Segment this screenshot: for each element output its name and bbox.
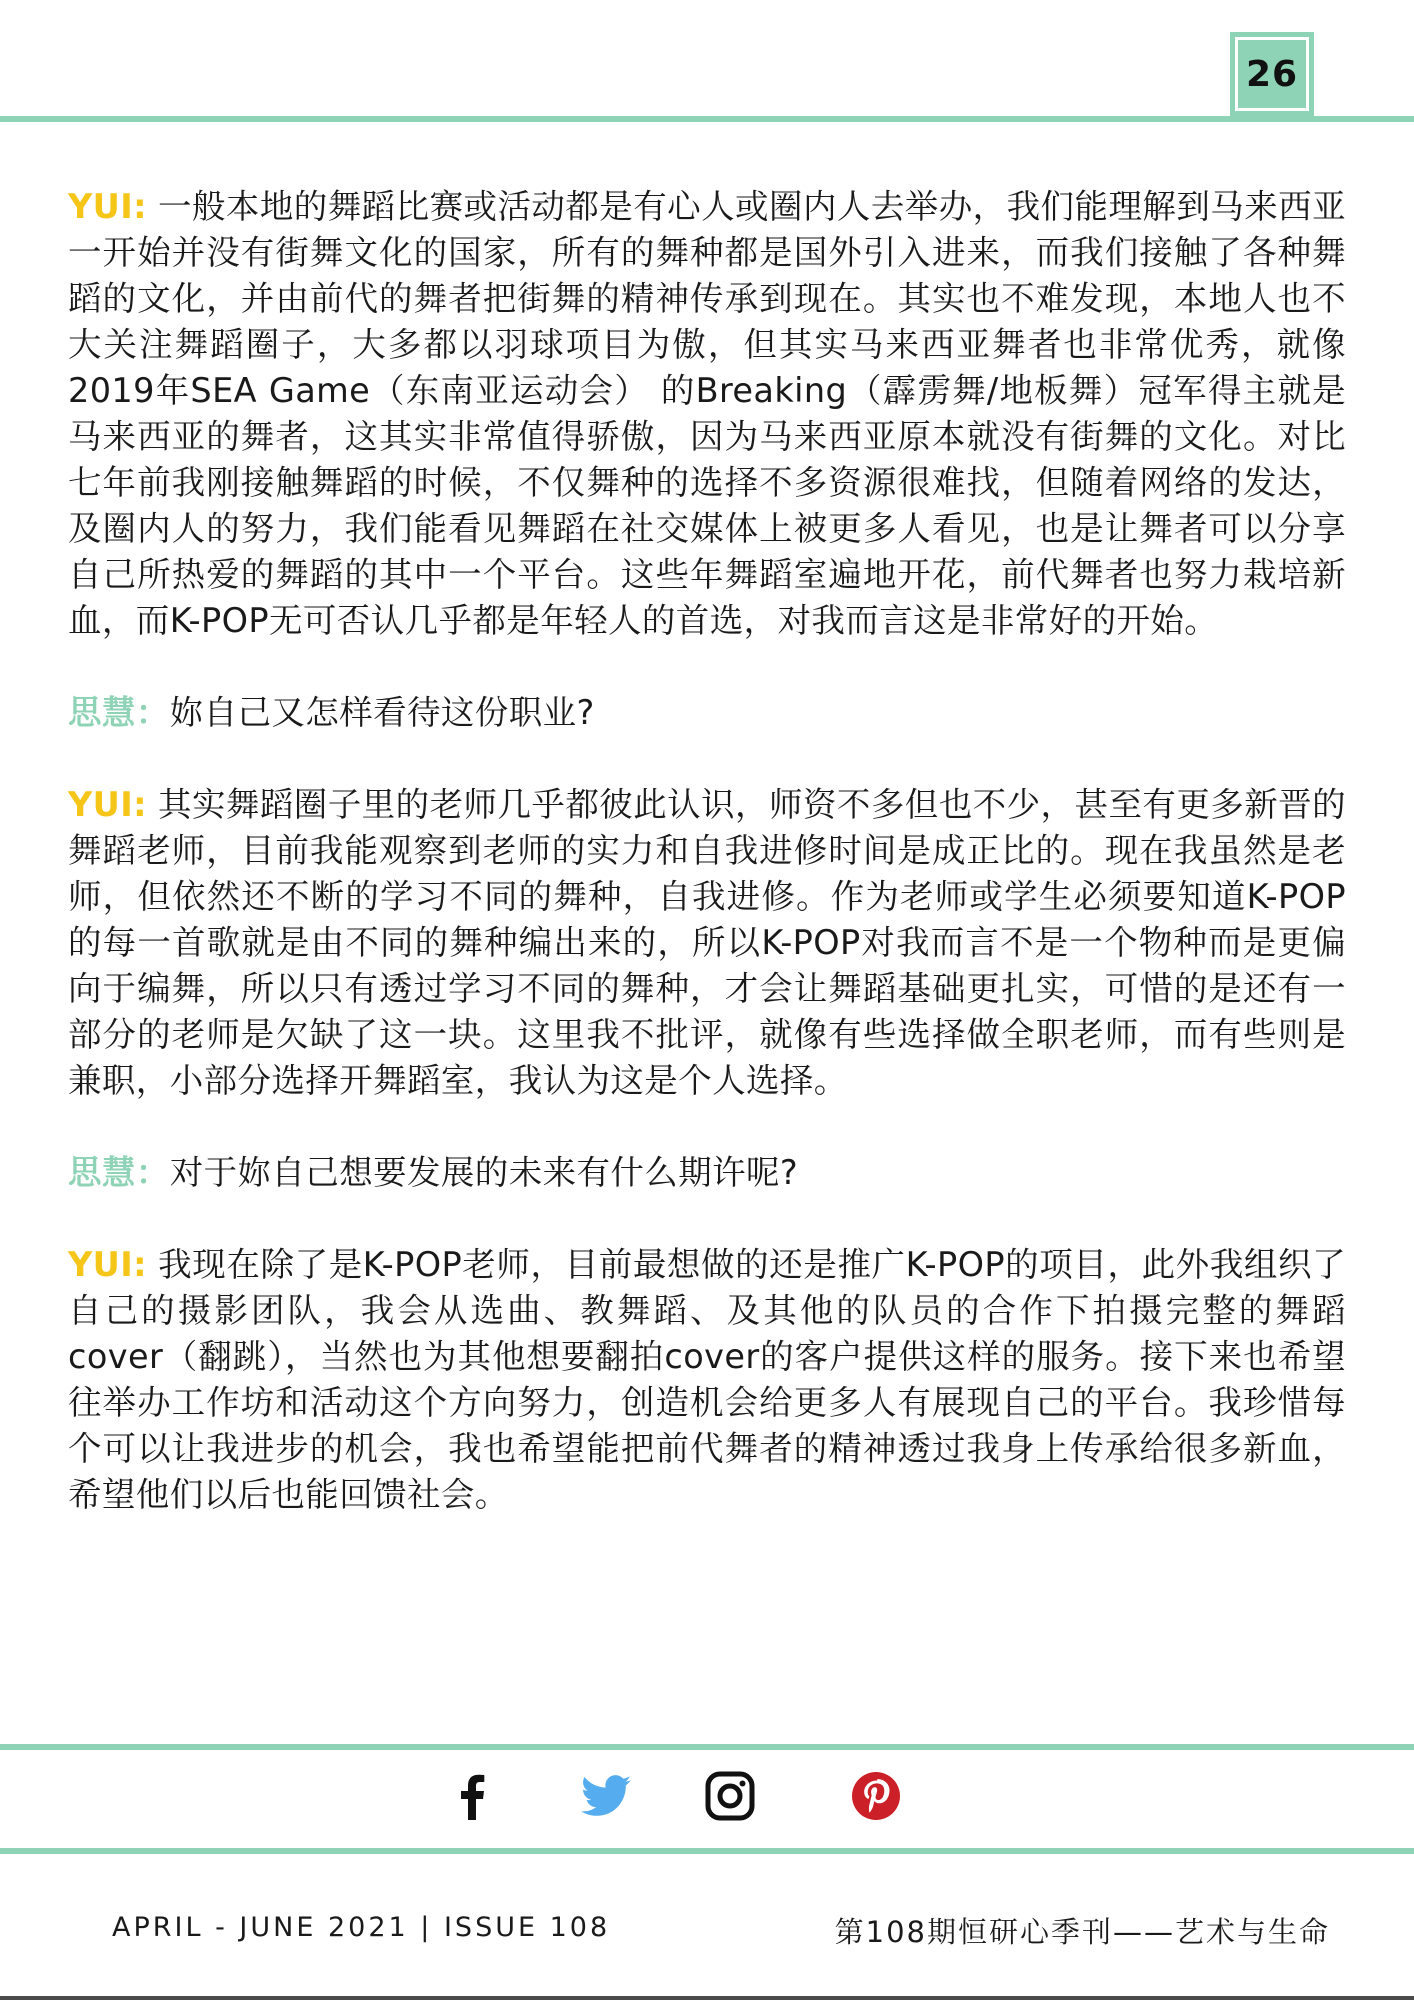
- page-bottom-border: [0, 1996, 1414, 2000]
- paragraph-text: 其实舞蹈圈子里的老师几乎都彼此认识，师资不多但也不少，甚至有更多新晋的舞蹈老师，目前我能观察到老师的实力和自我进修时间是成正比的。现在我虽然是老师，但依然还不断的学习不同的舞种，自我进修。作为老师或学生必须要知道K-POP的每一首歌就是由不同的舞种编出来的，所以K-POP对我而言不是一个物种而是更偏向于编舞，所以只有透过学习不同的舞种，才会让舞蹈基础更扎实，可惜的是还有一部分的老师是欠缺了这一块。这里我不批评，就像有些选择做全职老师，而有些则是兼职，小部分选择开舞蹈室，我认为这是个人选择。: [68, 785, 1346, 1100]
- header-rule: [0, 116, 1414, 122]
- paragraph-text: 妳自己又怎样看待这份职业?: [169, 693, 595, 732]
- page-number-badge: [1230, 32, 1314, 116]
- social-bar-bottom-rule: [0, 1848, 1414, 1854]
- social-bar-top-rule: [0, 1744, 1414, 1750]
- speaker-label: YUI:: [68, 785, 147, 824]
- paragraph-text: 我现在除了是K-POP老师，目前最想做的还是推广K-POP的项目，此外我组织了自己的摄影团队，我会从选曲、教舞蹈、及其他的队员的合作下拍摄完整的舞蹈cover（翻跳），当然也为其他想要翻拍cover的客户提供这样的服务。接下来也希望往举办工作坊和活动这个方向努力，创造机会给更多人有展现自己的平台。我珍惜每个可以让我进步的机会，我也希望能把前代舞者的精神透过我身上传承给很多新血，希望他们以后也能回馈社会。: [68, 1245, 1346, 1514]
- pinterest-icon[interactable]: [848, 1768, 904, 1824]
- twitter-icon[interactable]: [578, 1768, 634, 1824]
- interview-article: [68, 184, 1346, 1518]
- facebook-icon[interactable]: [444, 1768, 500, 1824]
- page-number: 26: [1235, 37, 1309, 111]
- paragraph-yui-3: [68, 1242, 1346, 1518]
- speaker-label: YUI:: [68, 1245, 147, 1284]
- speaker-label: YUI:: [68, 187, 147, 226]
- speaker-label: 思慧：: [68, 1153, 170, 1192]
- paragraph-yui-2: [68, 782, 1346, 1104]
- paragraph-text: 对于妳自己想要发展的未来有什么期许呢?: [169, 1153, 799, 1192]
- paragraph-question-2: [68, 1150, 1346, 1196]
- footer-publication-title: 第108期恒研心季刊——艺术与生命: [834, 1915, 1330, 1949]
- paragraph-text: 一般本地的舞蹈比赛或活动都是有心人或圈内人去举办，我们能理解到马来西亚一开始并没有街舞文化的国家，所有的舞种都是国外引入进来，而我们接触了各种舞蹈的文化，并由前代的舞者把街舞的精神传承到现在。其实也不难发现，本地人也不大关注舞蹈圈子，大多都以羽球项目为傲，但其实马来西亚舞者也非常优秀，就像2019年SEA Game（东南亚运动会） 的Breaking（霹雳舞/地板舞）冠军得主就是马来西亚的舞者，这其实非常值得骄傲，因为马来西亚原本就没有街舞的文化。对比七年前我刚接触舞蹈的时候，不仅舞种的选择不多资源很难找，但随着网络的发达，及圈内人的努力，我们能看见舞蹈在社交媒体上被更多人看见，也是让舞者可以分享自己所热爱的舞蹈的其中一个平台。这些年舞蹈室遍地开花，前代舞者也努力栽培新血，而K-POP无可否认几乎都是年轻人的首选，对我而言这是非常好的开始。: [68, 187, 1346, 640]
- speaker-label: 思慧：: [68, 693, 170, 732]
- paragraph-question-1: [68, 690, 1346, 736]
- paragraph-yui-1: [68, 184, 1346, 644]
- instagram-icon[interactable]: [702, 1768, 758, 1824]
- footer-issue-date: APRIL - JUNE 2021 | ISSUE 108: [112, 1912, 611, 1943]
